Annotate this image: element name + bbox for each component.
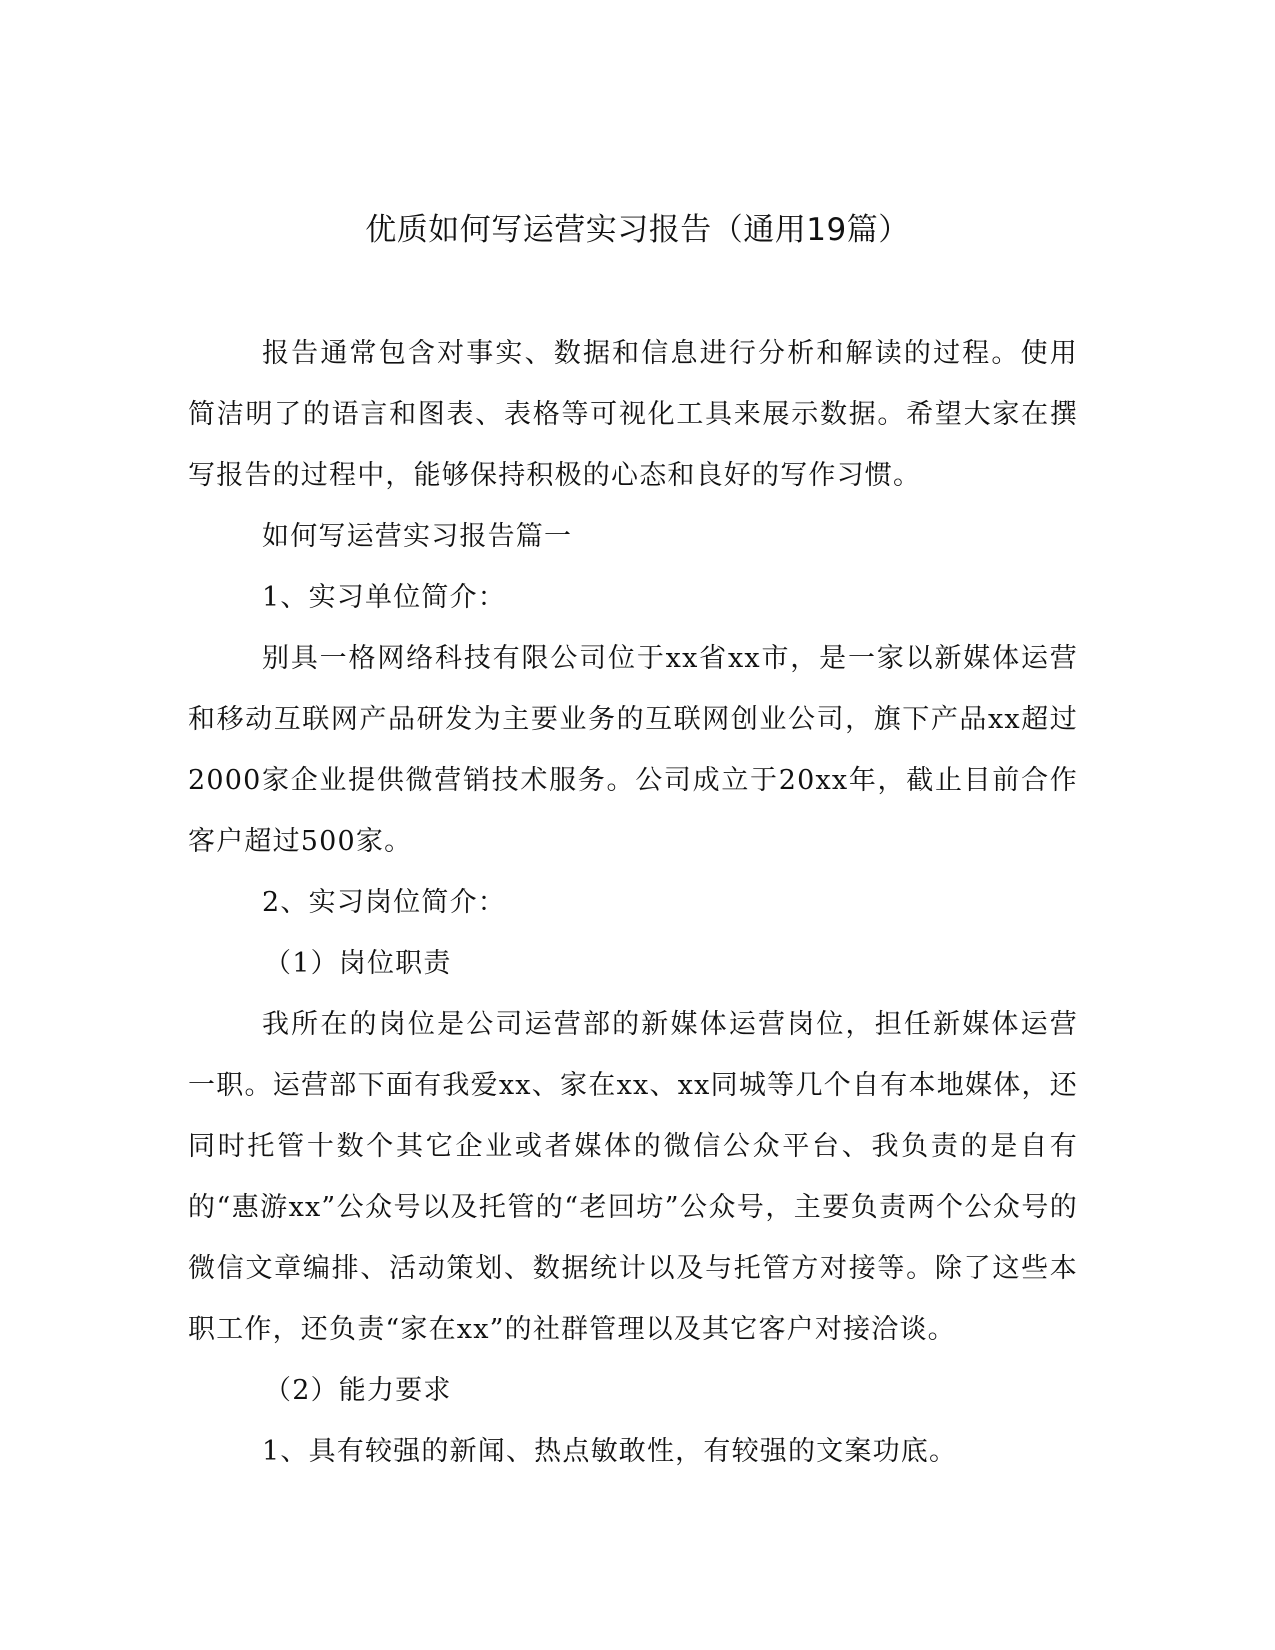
subheading-requirements: （2）能力要求 bbox=[264, 1375, 452, 1406]
subheading-position-intro: 2、实习岗位简介： bbox=[262, 887, 506, 918]
section-heading: 如何写运营实习报告篇一 bbox=[262, 521, 573, 552]
requirement-item: 1、具有较强的新闻、热点敏敢性，有较强的文案功底。 bbox=[262, 1436, 958, 1467]
document-title: 优质如何写运营实习报告（通用19篇） bbox=[365, 212, 910, 248]
company-intro-paragraph: 别具一格网络科技有限公司位于xx省xx市，是一家以新媒体运营和移动互联网产品研发为主要业务的互联网创业公司，旗下产品xx超过2000家企业提供微营销技术服务。公司成立于20xx年，截止目前合作客户超过500家。 bbox=[188, 643, 1078, 857]
subheading-company-intro: 1、实习单位简介： bbox=[262, 582, 506, 613]
intro-paragraph: 报告通常包含对事实、数据和信息进行分析和解读的过程。使用简洁明了的语言和图表、表格等可视化工具来展示数据。希望大家在撰写报告的过程中，能够保持积极的心态和良好的写作习惯。 bbox=[188, 338, 1078, 491]
subheading-duties: （1）岗位职责 bbox=[264, 948, 452, 979]
duties-paragraph: 我所在的岗位是公司运营部的新媒体运营岗位，担任新媒体运营一职。运营部下面有我爱xx、家在xx、xx同城等几个自有本地媒体，还同时托管十数个其它企业或者媒体的微信公众平台、我负责的是自有的“惠游xx”公众号以及托管的“老回坊”公众号，主要负责两个公众号的微信文章编排、活动策划、数据统计以及与托管方对接等。除了这些本职工作，还负责“家在xx”的社群管理以及其它客户对接洽谈。 bbox=[188, 1009, 1078, 1345]
document-body bbox=[188, 323, 1078, 1482]
